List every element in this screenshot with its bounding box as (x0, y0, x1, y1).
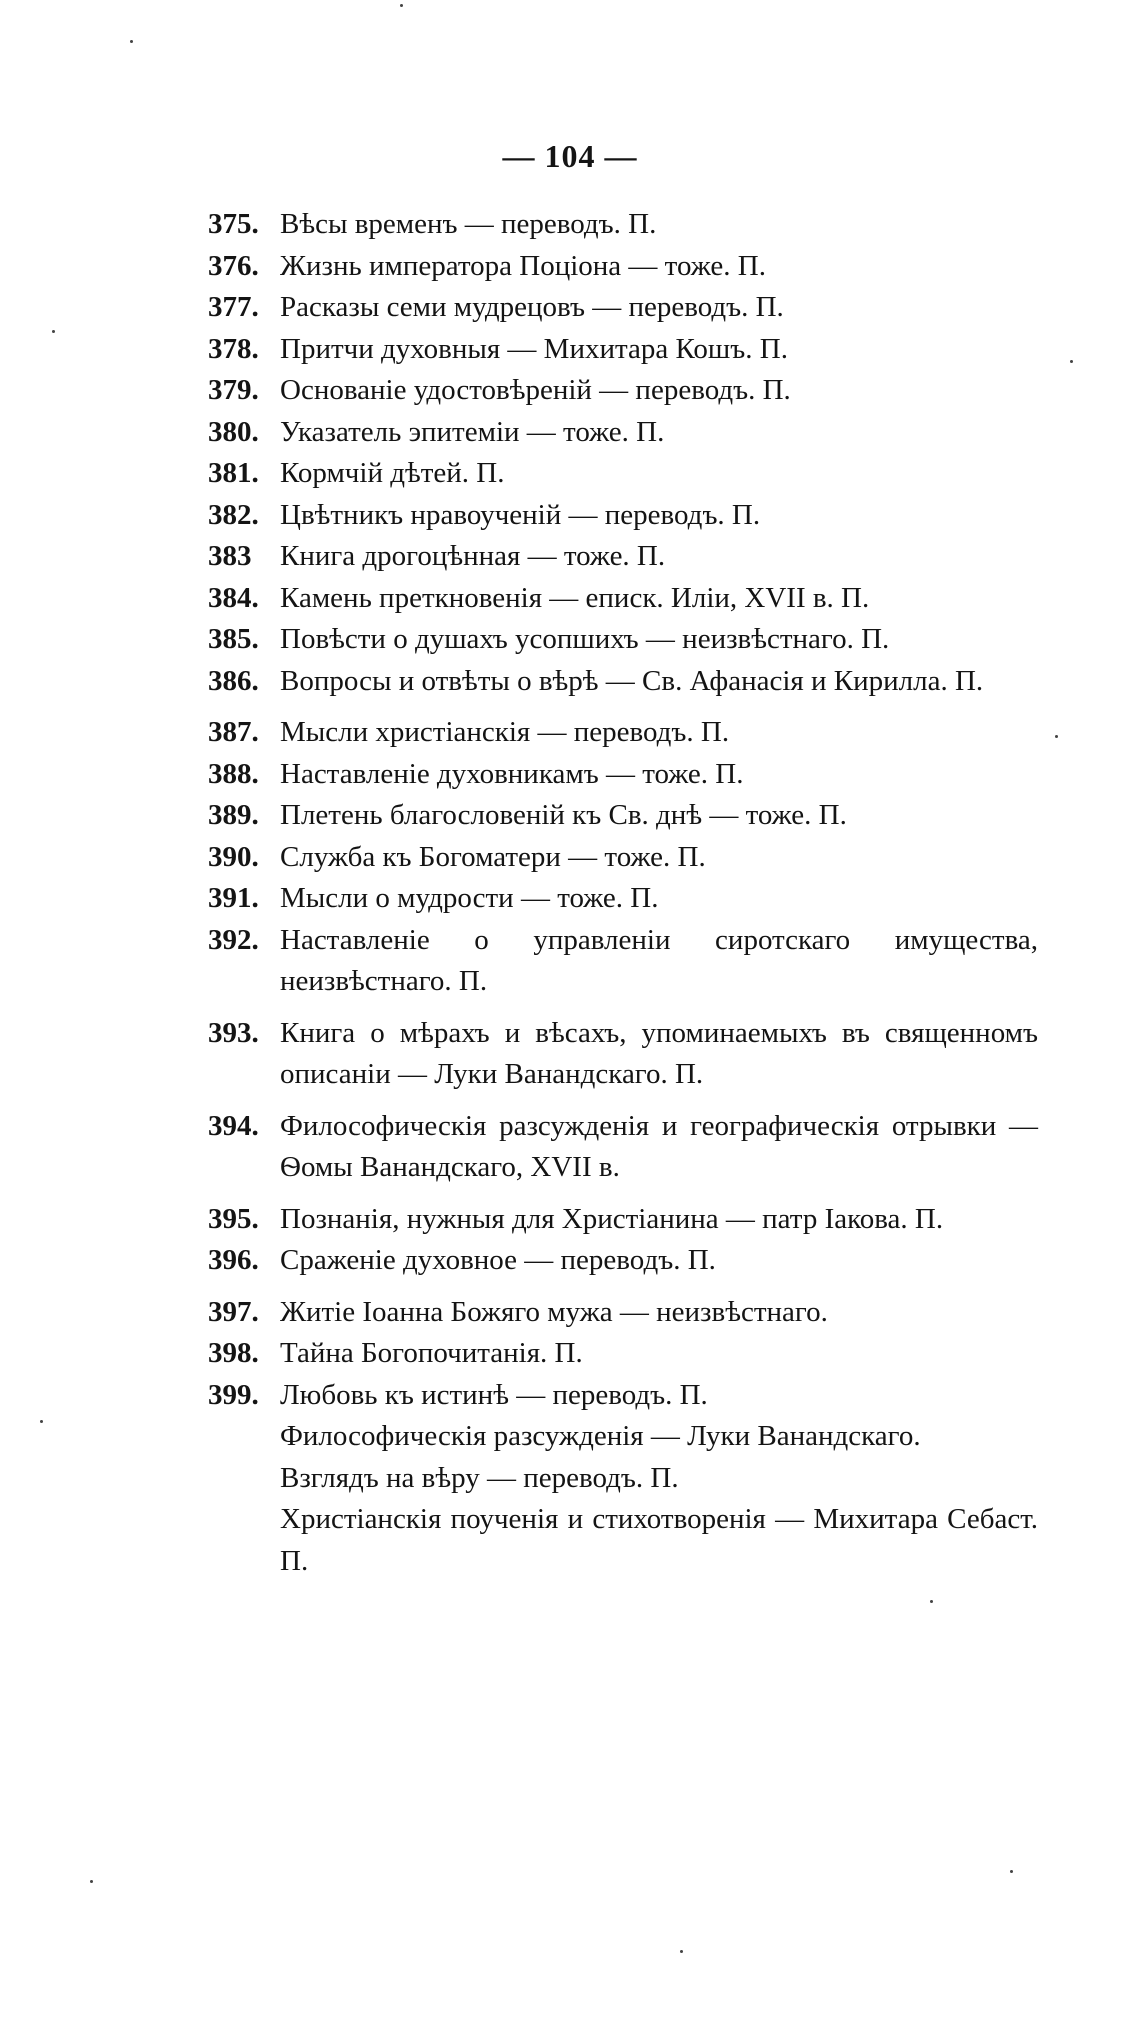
catalog-entry (208, 795, 1038, 837)
entry-number: 379. (208, 374, 259, 406)
entry-number: 377. (208, 291, 259, 323)
entry-text: Философическія разсужденія — Луки Ванандскаго. (280, 1420, 921, 1452)
catalog-entry (208, 1292, 1038, 1334)
entry-text: Вѣсы временъ — переводъ. П. (280, 208, 657, 240)
scan-speck (1070, 360, 1073, 363)
entry-text: Любовь къ истинѣ — переводъ. П. (280, 1378, 708, 1411)
entry-number: 389. (208, 799, 259, 831)
entry-text: Указатель эпитеміи — тоже. П. (280, 415, 665, 448)
catalog-entry (208, 287, 1038, 329)
catalog-entry (208, 712, 1038, 754)
catalog-entry (208, 1199, 1038, 1241)
entry-number: 378. (208, 332, 259, 365)
entry-text: Цвѣтникъ нравоученій — переводъ. П. (280, 498, 761, 531)
catalog-sub-entry (208, 1499, 1038, 1582)
entry-number: 385. (208, 623, 259, 655)
scan-speck (400, 4, 403, 7)
entry-number: 393. (208, 1016, 259, 1049)
entry-text: Философическія разсужденія и географическія отрывки — Ѳомы Ванандскаго, XVII в. (280, 1109, 1038, 1183)
entry-number: 390. (208, 840, 259, 873)
entry-text: Повѣсти о душахъ усопшихъ — неизвѣстнаго. П. (280, 623, 890, 655)
catalog-entry (208, 1106, 1038, 1189)
entry-number: 376. (208, 249, 259, 282)
entry-number: 384. (208, 581, 259, 614)
entry-text: Житіе Іоанна Божяго мужа — неизвѣстнаго. (280, 1295, 828, 1328)
scan-speck (90, 1880, 93, 1883)
entry-text: Притчи духовныя — Михитара Кошъ. П. (280, 332, 788, 365)
entry-text: Мысли христіанскія — переводъ. П. (280, 716, 730, 748)
catalog-entry (208, 1375, 1038, 1417)
catalog-entry (208, 1013, 1038, 1096)
scan-speck (680, 1950, 683, 1953)
entry-number: 382. (208, 498, 259, 531)
entry-text: Плетень благословеній къ Св. днѣ — тоже. П. (280, 799, 847, 831)
catalog-entry (208, 619, 1038, 661)
entry-text: Сраженіе духовное — переводъ. П. (280, 1244, 716, 1276)
entry-number: 380. (208, 415, 259, 448)
catalog-entry (208, 754, 1038, 796)
catalog-entry (208, 453, 1038, 495)
scan-speck (930, 1600, 933, 1603)
entry-number: 388. (208, 757, 259, 790)
catalog-entry (208, 412, 1038, 454)
catalog-entry (208, 329, 1038, 371)
entry-number: 392. (208, 923, 259, 956)
entry-text: Наставленіе о управленіи сиротскаго имущества, неизвѣстнаго. П. (280, 923, 1038, 997)
entry-number: 387. (208, 716, 259, 748)
entry-text: Наставленіе духовникамъ — тоже. П. (280, 757, 744, 790)
entry-text: Книга дрогоцѣнная — тоже. П. (280, 540, 666, 572)
scan-speck (1055, 735, 1058, 738)
catalog-sub-entry (208, 1458, 1038, 1500)
entry-text: Камень преткновенія — еписк. Иліи, XVII в. П. (280, 581, 870, 614)
entry-text: Христіанскія поученія и стихотворенія — Михитара Себаст. П. (280, 1503, 1038, 1577)
entry-number: 398. (208, 1337, 259, 1369)
catalog-entry (208, 370, 1038, 412)
catalog-list (208, 204, 1038, 1582)
entry-text: Служба къ Богоматери — тоже. П. (280, 840, 706, 873)
entry-number: 397. (208, 1295, 259, 1328)
entry-number: 396. (208, 1244, 259, 1276)
page-number-header: — 104 — (502, 138, 638, 174)
entry-number: 399. (208, 1378, 259, 1411)
entry-number: 381. (208, 457, 259, 489)
entry-number: 391. (208, 882, 259, 914)
entry-text: Кормчій дѣтей. П. (280, 457, 505, 489)
scan-speck (130, 40, 133, 43)
catalog-entry (208, 878, 1038, 920)
entry-number: 394. (208, 1109, 259, 1142)
entry-text: Основаніе удостовѣреній — переводъ. П. (280, 374, 791, 406)
entry-text: Жизнь императора Поціона — тоже. П. (280, 249, 766, 282)
entry-text: Тайна Богопочитанія. П. (280, 1337, 583, 1369)
catalog-entry (208, 1333, 1038, 1375)
entry-text: Взглядъ на вѣру — переводъ. П. (280, 1461, 679, 1494)
catalog-entry (208, 661, 1038, 703)
entry-number: 375. (208, 208, 259, 240)
scan-speck (52, 330, 55, 333)
entry-text: Мысли о мудрости — тоже. П. (280, 882, 659, 914)
catalog-entry (208, 920, 1038, 1003)
entry-text: Расказы семи мудрецовъ — переводъ. П. (280, 291, 784, 323)
catalog-sub-entry (208, 1416, 1038, 1458)
scan-speck (40, 1420, 43, 1423)
catalog-entry (208, 204, 1038, 246)
entry-number: 383 (208, 540, 252, 572)
catalog-entry (208, 578, 1038, 620)
catalog-entry (208, 837, 1038, 879)
catalog-entry (208, 536, 1038, 578)
catalog-entry (208, 1240, 1038, 1282)
catalog-entry (208, 495, 1038, 537)
catalog-entry (208, 246, 1038, 288)
entry-text: Книга о мѣрахъ и вѣсахъ, упоминаемыхъ въ священномъ описаніи — Луки Ванандскаго. П. (280, 1016, 1038, 1090)
entry-number: 395. (208, 1202, 259, 1235)
entry-text: Вопросы и отвѣты о вѣрѣ — Св. Афанасія и Кирилла. П. (280, 664, 984, 697)
scan-speck (1010, 1870, 1013, 1873)
entry-text: Познанія, нужныя для Христіанина — патр Іакова. П. (280, 1202, 944, 1235)
entry-number: 386. (208, 664, 259, 697)
